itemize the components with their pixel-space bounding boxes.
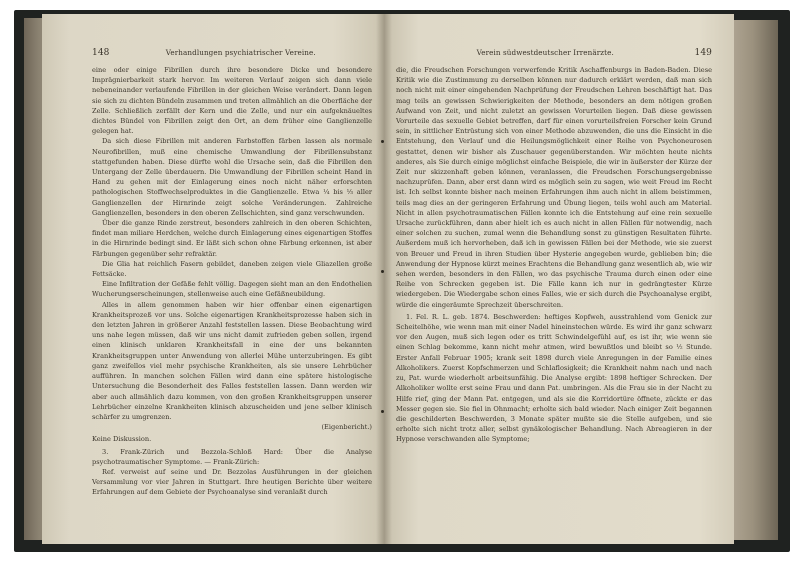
no-discussion-note: Keine Diskussion. — [92, 435, 152, 444]
paragraph: Alles in allem genommen haben wir hier offenbar einen eigenartigen Krankheitsprozeß vor uns. Solche eigenartigen Krankheitsprozesse haben sich in den letzten Jahren in größerer Anzahl feststellen lassen. Diese Beobachtung wird uns nahe legen müssen, daß wir uns nicht damit zufrieden geben sollen, irgend einen klinisch unklaren Krankheitsfall in eine der uns bekannten Krankheitsgruppen unter Anwendung von allerlei Mühe unterzubringen. Es gibt ganz zweifellos viel mehr psychische Krankheiten, als sie unsere Lehrbücher aufführen. In manchen solchen Fällen wird dann eine spätere histologische Untersuchung die Besonderheit des Falles feststellen lassen. Dann werden wir aber auch allmählich dazu kommen, von den großen Krankheitsgruppen unserer Lehrbücher einzelne Krankheiten klinisch abzuscheiden und jene selber klinisch schärfer zu umgrenzen. — [92, 300, 372, 421]
right-page-number: 149 — [694, 48, 712, 58]
paragraph: Die Glia hat reichlich Fasern gebildet, daneben zeigen viele Gliazellen große Fettsäcke. — [92, 259, 372, 279]
right-page — [384, 14, 734, 544]
left-running-head — [92, 48, 372, 58]
right-header-title: Verein südwestdeutscher Irrenärzte. — [476, 48, 614, 57]
page-block-right-edge — [728, 20, 778, 540]
binding-hole — [381, 140, 384, 143]
left-header-title: Verhandlungen psychiatrischer Vereine. — [165, 48, 316, 57]
paragraph: Da sich diese Fibrillen mit anderen Farbstoffen färben lassen als normale Neurofibrillen, muß eine chemische Umwandlung der Fibrillensubstanz stattgefunden haben. Diese dürfte wohl die Ursache sein, daß die Fibrillen den Untergang der Zelle überdauern. Die Umwandlung der Fibrillen scheint Hand in Hand zu gehen mit der Einlagerung eines noch nicht näher erforschten pathologischen Stoffwechselproduktes in die Ganglienzelle. Etwa ¼ bis ⅓ aller Ganglienzellen der Hirnrinde zeigt solche Veränderungen. Zahlreiche Ganglienzellen, besonders in den oberen Zellschichten, sind ganz verschwunden. — [92, 137, 372, 217]
left-page-text — [92, 65, 372, 498]
paragraph: eine oder einige Fibrillen durch ihre besondere Dicke und besondere Imprägnierbarkeit stark hervor. Im weiteren Verlauf zeigen sich dann viele nebeneinander verlaufende Fibrillen in der gleichen Weise verändert. Dann legen sie sich zu dichten Bündeln zusammen und treten allmählich an die Oberfläche der Zelle. Schließlich zerfällt der Kern und die Zelle, und nur ein aufgeknäueltes dichtes Bündel von Fibrillen zeigt den Ort, an dem früher eine Ganglienzelle gelegen hat. — [92, 66, 372, 136]
case-report: 1. Fel. R. L. geb. 1874. Beschwerden: heftiges Kopfweh, ausstrahlend vom Genick zur Scheitelhöhe, wie wenn man mit einer Nadel hineinstechen würde. Es wird ihr ganz schwarz vor den Augen, muß sich legen oder es tritt Schwindelgefühl auf, es ist ihr, wie wenn sie einen Schlag bekomme, kann nicht mehr atmen, wird bewußtlos und bleibt so ½ Stunde. Erster Anfall Februar 1905; krank seit 1898 durch viele Anregungen in der Familie eines Alkoholikers. Zuerst Kopfschmerzen und Schlaflosigkeit; die Krankheit nahm nach und nach zu, Pat. wurde wiederholt arbeitsunfähig. Die Analyse ergibt: 1898 heftiger Schrecken. Der Alkoholiker wollte erst seine Frau und dann Pat. umbringen. Als die Frau sie in der Nacht zu Hilfe rief, ging der Mann Pat. entgegen, und als sie die Korridortüre öffnete, zückte er das Messer gegen sie. Sie fiel in Ohnmacht; erholte sich bald wieder. Nach einiger Zeit begannen die geschilderten Beschwerden, 3 Monate später mußte sie die Stelle aufgeben, und sie erholte sich nicht trotz aller, selbst gynäkologischer Behandlung. Nach Abreagieren in der Hypnose verschwanden alle Symptome; — [396, 312, 712, 444]
left-page-number: 148 — [92, 48, 110, 58]
binding-hole — [381, 410, 384, 413]
lecture-text: Ref. verweist auf seine und Dr. Bezzolas Ausführungen in der gleichen Versammlung vor vier Jahren in Stuttgart. Ihre heutigen Berichte über weitere Erfahrungen auf dem Gebiete der Psychoanalyse sind veranlaßt durch — [92, 467, 372, 497]
binding-hole — [381, 270, 384, 273]
paragraph: Eine Infiltration der Gefäße fehlt völlig. Dagegen sieht man an den Endothelien Wucherungserscheinungen, stellenweise auch eine Gefäßneubildung. — [92, 280, 372, 299]
left-page — [42, 14, 384, 544]
lecture-heading: 3. Frank-Zürich und Bezzola-Schloß Hard: Über die Analyse psychotraumatischer Symptome. — Frank-Zürich: — [92, 447, 372, 466]
right-page-text — [396, 65, 712, 445]
right-running-head — [396, 48, 712, 58]
paragraph: Über die ganze Rinde zerstreut, besonders zahlreich in den oberen Schichten, findet man miliare Herdchen, welche durch Einlagerung eines eigenartigen Stoffes in die Hirnrinde bedingt sind. Er läßt sich schon ohne Färbung erkennen, ist aber Färbungen gegenüber sehr refraktär. — [92, 219, 372, 258]
signature: (Eigenbericht.) — [321, 423, 372, 432]
paragraph: die, die Freudschen Forschungen verwerfende Kritik Aschaffenburgs in Baden-Baden. Diese Kritik wie die Zustimmung zu derselben können nur dadurch erklärt werden, daß man sich noch nicht mit einer eingehenden Nachprüfung der Freudschen Lehren beschäftigt hat. Das mag teils an gewissen Schwierigkeiten der Methode, besonders an dem nötigen großen Aufwand von Zeit, und nicht zuletzt an gewissen Vorurteilen liegen. Daß diese gewissen Vorurteile das sexuelle Gebiet betreffen, darf für einen vorurteilsfreien Forscher kein Grund sein, in sittlicher Entrüstung sich von einer Methode abzuwenden, die uns die Einsicht in die Entstehung, den Verlauf und die Heilungsmöglichkeit einer Reihe von Psychoneurosen gestattet, denen wir bisher als Zuschauer gegenüberstanden. Wir möchten heute nichts anderes, als Sie durch einige möglichst einfache Beispiele, die wir in äußerster der Kürze der Zeit nur skizzenhaft geben können, veranlassen, die Freudschen Forschungsergebnisse nachzuprüfen. Dann, aber erst dann wird es möglich sein zu sagen, wie weit Freud im Recht ist. Ich selbst konnte bisher nach meinen Erfahrungen ihm auch nicht in allem beistimmen, teils mag dies an der geringeren Erfahrung und Übung liegen, teils wohl auch am Material. Nicht in allen psychotraumatischen Fällen konnte ich die Entstehung auf eine rein sexuelle Ursache zurückführen, dann aber hielt ich es auch nicht in allen Fällen für notwendig, nach einer solchen zu suchen, zumal wenn die Behandlung sonst zu günstigen Resultaten führte. Außerdem muß ich hervorheben, daß ich in gewissen Fällen bei der Methode, wie sie zuerst von Breuer und Freud in ihren Studien über Hysterie angegeben wurde, geblieben bin; die Anwendung der Hypnose kürzt meines Erachtens die Behandlung ganz wesentlich ab, wie wir sehen werden, besonders in den Fällen, wo das psychische Trauma durch einen oder eine Reihe von Schrecken gegeben ist. Die Fälle kann ich nur in gedrängtester Kürze wiedergeben. Die Wiedergabe schon eines Falles, wie er sich durch die Psychoanalyse ergibt, würde die eingeräumte Sprechzeit überschreiten. — [396, 66, 712, 309]
book-gutter — [376, 14, 392, 544]
